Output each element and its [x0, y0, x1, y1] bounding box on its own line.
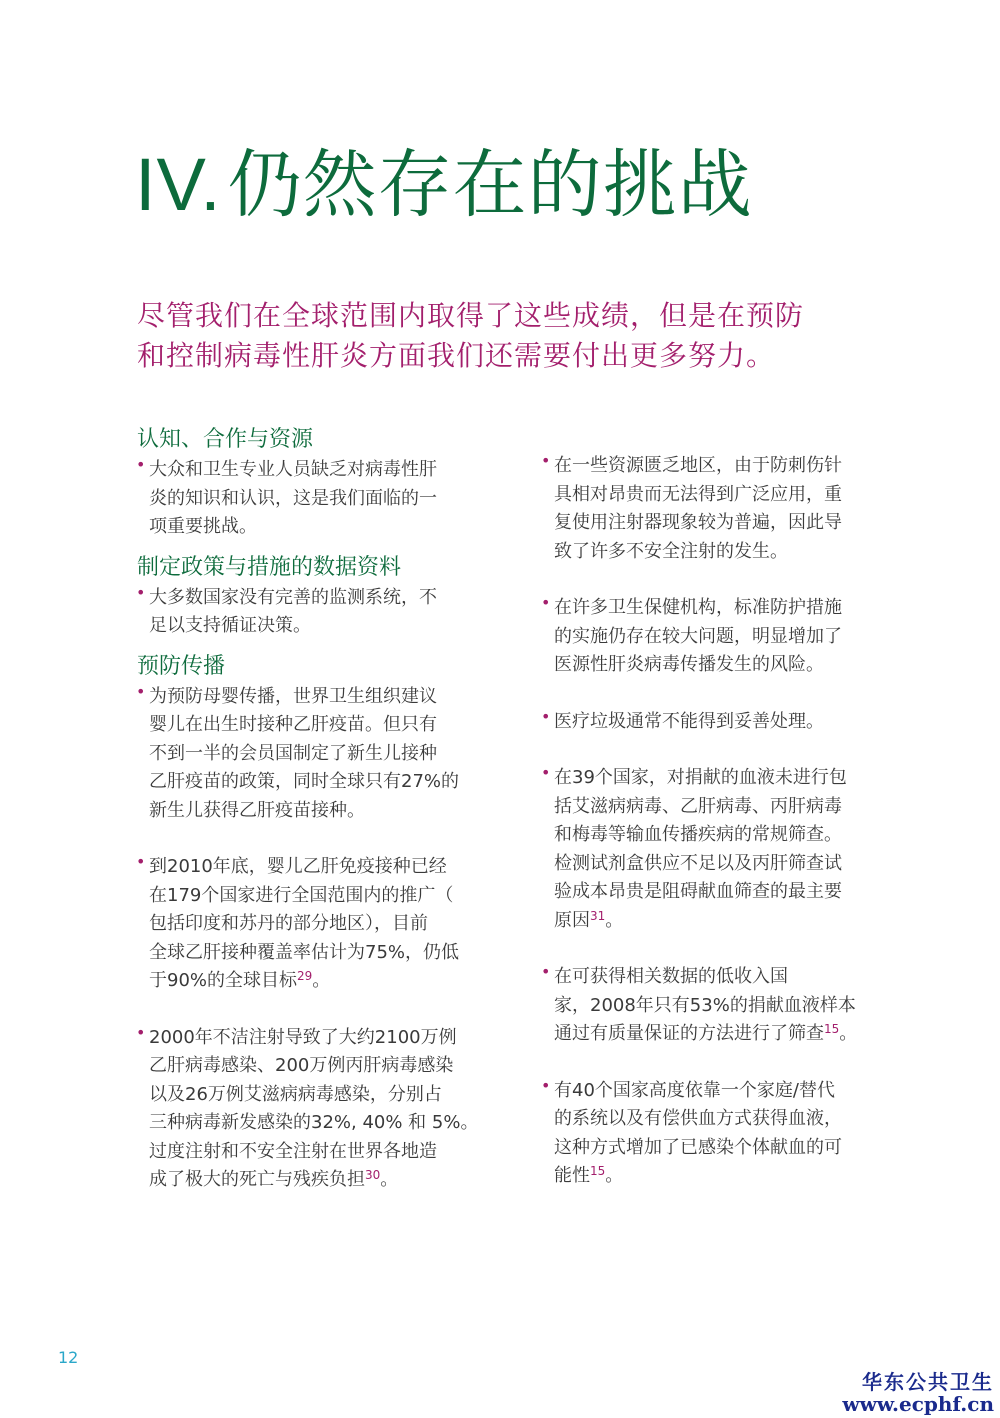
- bullet-line: 的系统以及有偿供血方式获得血液，: [554, 1108, 842, 1129]
- watermark-url: www.ecphf.cn: [842, 1392, 994, 1416]
- bullet-line: 2000年不洁注射导致了大约2100万例: [149, 1026, 457, 1048]
- bullet-dot-icon: •: [136, 852, 146, 871]
- bullet-line: 验成本昂贵是阻碍献血筛查的最主要: [554, 881, 842, 902]
- bullet-line: 能性$^{15}$。: [554, 1164, 624, 1186]
- title-roman-numeral: IV.: [135, 143, 222, 226]
- bullet-item: [540, 708, 910, 737]
- page-number: 12: [58, 1348, 79, 1367]
- bullet-line: 检测试剂盒供应不足以及丙肝筛查试: [554, 852, 842, 874]
- bullet-item: [135, 853, 510, 996]
- bullet-line: 不到一半的会员国制定了新生儿接种: [149, 742, 437, 764]
- subtitle: [137, 296, 897, 376]
- subtitle-line: 和控制病毒性肝炎方面我们还需要付出更多努力。: [137, 339, 776, 372]
- bullet-line: 原因$^{31}$。: [554, 908, 624, 931]
- bullet-line: 炎的知识和认识，这是我们面临的一: [149, 487, 437, 509]
- bullet-dot-icon: •: [541, 593, 551, 612]
- bullet-line: 在39个国家，对捐献的血液未进行包: [554, 767, 847, 788]
- footnote-ref: 31: [590, 908, 606, 923]
- watermark-text: 华东公共卫生: [862, 1370, 994, 1394]
- bullet-line: 大多数国家没有完善的监测系统，不: [149, 586, 437, 608]
- bullet-dot-icon: •: [136, 455, 146, 474]
- bullet-item: [135, 584, 510, 641]
- bullet-line: 成了极大的死亡与残疾负担$^{30}$。: [149, 1168, 399, 1190]
- bullet-line: 致了许多不安全注射的发生。: [554, 540, 788, 562]
- bullet-line: 有40个国家高度依靠一个家庭/替代: [554, 1079, 835, 1101]
- page-title: [135, 142, 753, 228]
- bullet-dot-icon: •: [541, 1075, 551, 1095]
- bullet-dot-icon: •: [136, 681, 146, 701]
- bullet-line: 全球乙肝接种覆盖率估计为75%，仍低: [149, 941, 460, 963]
- bullet-line: 新生儿获得乙肝疫苗接种。: [149, 799, 365, 821]
- bullet-line: 括艾滋病病毒、乙肝病毒、丙肝病毒: [554, 795, 842, 817]
- bullet-dot-icon: •: [541, 451, 551, 470]
- bullet-dot-icon: •: [136, 582, 146, 602]
- bullet-line: 具相对昂贵而无法得到广泛应用，重: [554, 483, 842, 505]
- title-text: 仍然存在的挑战: [227, 142, 753, 228]
- bullet-item: [540, 594, 910, 680]
- bullet-dot-icon: •: [541, 706, 551, 726]
- footnote-ref: 29: [297, 969, 313, 983]
- bullet-line: 在一些资源匮乏地区，由于防刺伤针: [554, 455, 842, 476]
- section-heading-policy-data: 制定政策与措施的数据资料: [137, 554, 402, 580]
- left-column: [135, 426, 510, 1195]
- bullet-line: 在许多卫生保健机构，标准防护措施: [554, 597, 842, 618]
- bullet-line: 家，2008年只有53%的捐献血液样本: [554, 994, 856, 1016]
- bullet-line: 包括印度和苏丹的部分地区），目前: [149, 913, 428, 934]
- bullet-item: [540, 764, 910, 935]
- bullet-line: 乙肝疫苗的政策，同时全球只有27%的: [149, 771, 460, 792]
- bullet-line: 大众和卫生专业人员缺乏对病毒性肝: [149, 459, 437, 480]
- bullet-line: 足以支持循证决策。: [149, 615, 311, 636]
- bullet-line: 过度注射和不安全注射在世界各地造: [149, 1140, 437, 1162]
- bullet-item: [135, 456, 510, 542]
- footnote-ref: 15: [590, 1164, 606, 1178]
- bullet-line: 医源性肝炎病毒传播发生的风险。: [554, 654, 824, 675]
- section-heading-prevention: 预防传播: [137, 653, 226, 679]
- bullet-line: 和梅毒等输血传播疾病的常规筛查。: [554, 824, 842, 845]
- bullet-item: [540, 452, 910, 566]
- bullet-line: 于90%的全球目标$^{29}$。: [149, 969, 331, 991]
- bullet-dot-icon: •: [541, 763, 551, 782]
- bullet-item: [135, 683, 510, 826]
- bullet-dot-icon: •: [541, 962, 551, 981]
- footnote-ref: 30: [365, 1168, 381, 1182]
- footnote-ref: 15: [824, 1022, 840, 1036]
- bullet-line: 复使用注射器现象较为普遍，因此导: [554, 512, 842, 533]
- bullet-line: 医疗垃圾通常不能得到妥善处理。: [554, 710, 824, 732]
- subtitle-line: 尽管我们在全球范围内取得了这些成绩，但是在预防: [137, 299, 805, 332]
- bullet-item: [540, 1077, 910, 1191]
- bullet-line: 通过有质量保证的方法进行了筛查$^{15}$。: [554, 1022, 858, 1044]
- bullet-item: [540, 963, 910, 1049]
- bullet-line: 婴儿在出生时接种乙肝疫苗。但只有: [149, 714, 437, 735]
- bullet-line: 在179个国家进行全国范围内的推广（: [149, 884, 454, 906]
- bullet-line: 到2010年底，婴儿乙肝免疫接种已经: [149, 856, 447, 877]
- bullet-line: 的实施仍存在较大问题，明显增加了: [554, 625, 842, 647]
- right-column: [540, 452, 910, 1191]
- bullet-dot-icon: •: [136, 1022, 146, 1042]
- bullet-item: [135, 1024, 510, 1195]
- bullet-line: 项重要挑战。: [149, 516, 257, 537]
- bullet-line: 乙肝病毒感染、200万例丙肝病毒感染: [149, 1055, 454, 1076]
- section-heading-awareness: 认知、合作与资源: [137, 427, 314, 452]
- bullet-line: 三种病毒新发感染的32%, 40% 和 5%。: [149, 1112, 479, 1133]
- bullet-line: 为预防母婴传播，世界卫生组织建议: [149, 685, 437, 707]
- bullet-line: 这种方式增加了已感染个体献血的可: [554, 1136, 842, 1158]
- bullet-line: 以及26万例艾滋病病毒感染，分别占: [149, 1083, 442, 1105]
- bullet-line: 在可获得相关数据的低收入国: [554, 966, 788, 987]
